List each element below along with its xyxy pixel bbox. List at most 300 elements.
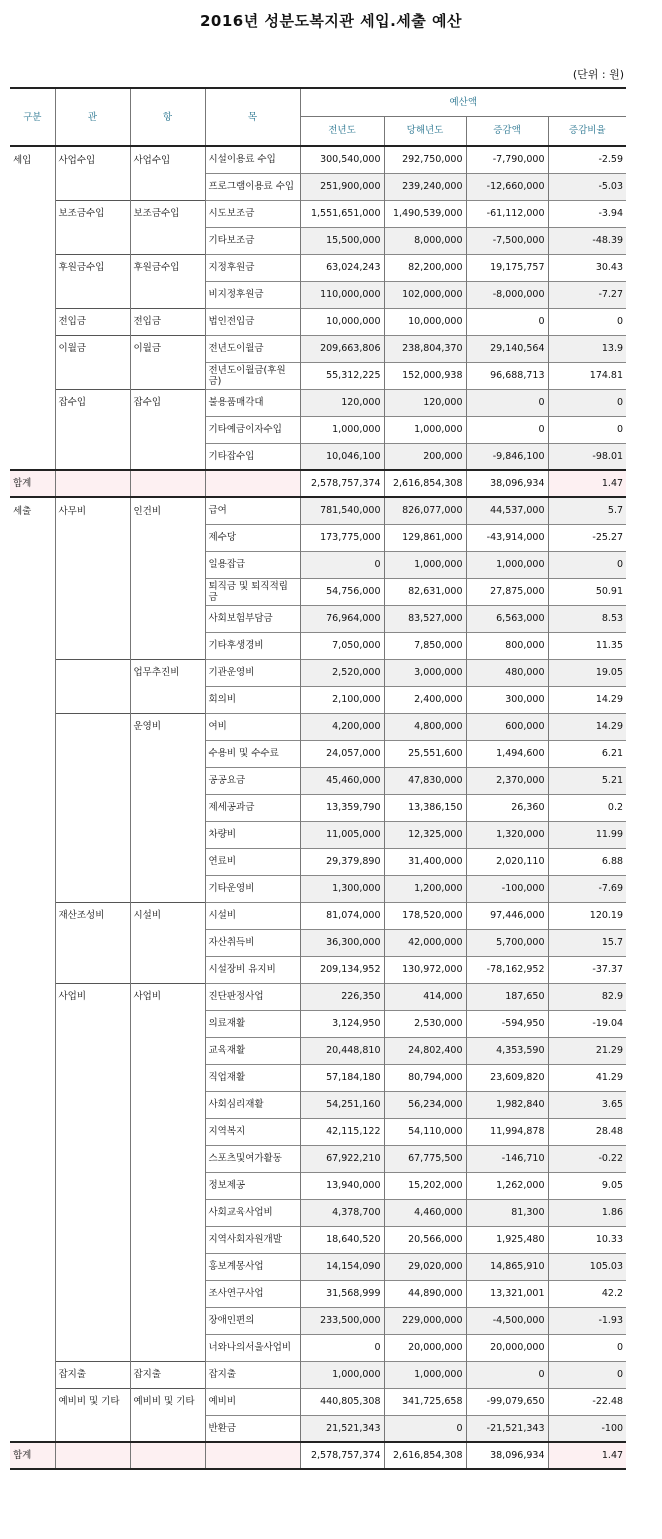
table-row: [10, 335, 626, 362]
cell-diff: 0: [466, 1361, 548, 1388]
cell-rate: 13.9: [548, 335, 626, 362]
cell-prev: 36,300,000: [300, 929, 384, 956]
cell-mok: 시설이용료 수입: [205, 146, 300, 173]
cell-gwan: [55, 1307, 130, 1334]
cell-curr: 4,800,000: [384, 713, 466, 740]
cell-curr: 200,000: [384, 443, 466, 470]
cell-rate: 42.2: [548, 1280, 626, 1307]
cell-prev: 76,964,000: [300, 605, 384, 632]
cell-prev: 11,005,000: [300, 821, 384, 848]
cell-prev: 2,100,000: [300, 686, 384, 713]
cell-gwan: [55, 227, 130, 254]
cell-diff: -12,660,000: [466, 173, 548, 200]
table-row: [10, 848, 626, 875]
header-yesan: 예산액: [300, 88, 626, 116]
cell-gubun: [10, 1226, 55, 1253]
header-gwan: 관: [55, 88, 130, 146]
cell-rate: 1.47: [548, 1442, 626, 1469]
cell-curr: 1,200,000: [384, 875, 466, 902]
cell-gwan: [55, 713, 130, 740]
cell-prev: 2,578,757,374: [300, 1442, 384, 1469]
cell-hang: [130, 929, 205, 956]
cell-mok: 기타운영비: [205, 875, 300, 902]
cell-rate: -98.01: [548, 443, 626, 470]
cell-gwan: 전입금: [55, 308, 130, 335]
cell-gwan: [55, 1118, 130, 1145]
cell-curr: 25,551,600: [384, 740, 466, 767]
cell-rate: 15.7: [548, 929, 626, 956]
cell-prev: 300,540,000: [300, 146, 384, 173]
cell-mok: 제세공과금: [205, 794, 300, 821]
table-row: [10, 1388, 626, 1415]
table-row: [10, 389, 626, 416]
cell-rate: 0: [548, 416, 626, 443]
cell-curr: 0: [384, 1415, 466, 1442]
cell-curr: 83,527,000: [384, 605, 466, 632]
cell-mok: 직업재활: [205, 1064, 300, 1091]
cell-mok: 너와나의서울사업비: [205, 1334, 300, 1361]
table-row: [10, 713, 626, 740]
cell-diff: 29,140,564: [466, 335, 548, 362]
cell-prev: 55,312,225: [300, 362, 384, 389]
table-row: [10, 281, 626, 308]
cell-curr: 1,000,000: [384, 1361, 466, 1388]
cell-rate: 21.29: [548, 1037, 626, 1064]
cell-gubun: [10, 983, 55, 1010]
cell-gubun: [10, 1415, 55, 1442]
cell-gwan: 보조금수입: [55, 200, 130, 227]
cell-diff: 1,000,000: [466, 551, 548, 578]
cell-gubun: [10, 281, 55, 308]
cell-diff: 5,700,000: [466, 929, 548, 956]
cell-gubun: [10, 362, 55, 389]
table-row: [10, 497, 626, 524]
cell-curr: 8,000,000: [384, 227, 466, 254]
cell-mok: 교육재활: [205, 1037, 300, 1064]
cell-diff: -100,000: [466, 875, 548, 902]
cell-gwan: [55, 767, 130, 794]
cell-gubun: [10, 1253, 55, 1280]
cell-mok: 스포츠및여가활동: [205, 1145, 300, 1172]
cell-curr: 54,110,000: [384, 1118, 466, 1145]
header-gubun: 구분: [10, 88, 55, 146]
cell-hang: 운영비: [130, 713, 205, 740]
cell-diff: 1,982,840: [466, 1091, 548, 1118]
cell-diff: 0: [466, 389, 548, 416]
cell-prev: 15,500,000: [300, 227, 384, 254]
cell-diff: -4,500,000: [466, 1307, 548, 1334]
cell-gubun: [10, 875, 55, 902]
cell-hang: [130, 551, 205, 578]
cell-rate: 19.05: [548, 659, 626, 686]
cell-diff: -78,162,952: [466, 956, 548, 983]
table-row: [10, 821, 626, 848]
cell-diff: 0: [466, 308, 548, 335]
cell-diff: 1,320,000: [466, 821, 548, 848]
cell-rate: 1.86: [548, 1199, 626, 1226]
cell-prev: 1,300,000: [300, 875, 384, 902]
cell-rate: 82.9: [548, 983, 626, 1010]
cell-prev: 18,640,520: [300, 1226, 384, 1253]
table-row: [10, 1118, 626, 1145]
cell-gubun: [10, 578, 55, 605]
cell-curr: 56,234,000: [384, 1091, 466, 1118]
cell-hang: [130, 794, 205, 821]
cell-hang: 보조금수입: [130, 200, 205, 227]
cell-diff: 38,096,934: [466, 470, 548, 497]
cell-rate: 50.91: [548, 578, 626, 605]
table-row: [10, 227, 626, 254]
cell-gwan: [55, 1199, 130, 1226]
cell-diff: 480,000: [466, 659, 548, 686]
cell-mok: 회의비: [205, 686, 300, 713]
cell-rate: 14.29: [548, 686, 626, 713]
cell-diff: 4,353,590: [466, 1037, 548, 1064]
cell-gwan: [55, 524, 130, 551]
cell-prev: 4,378,700: [300, 1199, 384, 1226]
cell-rate: -7.69: [548, 875, 626, 902]
cell-hang: 시설비: [130, 902, 205, 929]
budget-table: [10, 87, 626, 1470]
cell-prev: 14,154,090: [300, 1253, 384, 1280]
cell-prev: 1,000,000: [300, 1361, 384, 1388]
cell-gwan: [55, 443, 130, 470]
cell-gubun: [10, 308, 55, 335]
unit-label: (단위 : 원): [572, 68, 624, 81]
cell-diff: 26,360: [466, 794, 548, 821]
cell-gwan: 잡수입: [55, 389, 130, 416]
cell-gwan: [55, 470, 130, 497]
cell-hang: [130, 578, 205, 605]
cell-gubun: [10, 1037, 55, 1064]
cell-curr: 12,325,000: [384, 821, 466, 848]
cell-mok: 기타후생경비: [205, 632, 300, 659]
cell-gwan: [55, 1280, 130, 1307]
cell-rate: 0: [548, 551, 626, 578]
cell-prev: 13,359,790: [300, 794, 384, 821]
cell-diff: 81,300: [466, 1199, 548, 1226]
cell-prev: 2,520,000: [300, 659, 384, 686]
cell-diff: -21,521,343: [466, 1415, 548, 1442]
cell-rate: -3.94: [548, 200, 626, 227]
cell-curr: 20,566,000: [384, 1226, 466, 1253]
cell-prev: 10,000,000: [300, 308, 384, 335]
cell-curr: 44,890,000: [384, 1280, 466, 1307]
cell-prev: 54,756,000: [300, 578, 384, 605]
cell-gwan: [55, 1226, 130, 1253]
cell-diff: -7,500,000: [466, 227, 548, 254]
cell-gwan: [55, 173, 130, 200]
table-row: [10, 1442, 626, 1469]
cell-gubun: [10, 200, 55, 227]
cell-gwan: 사업비: [55, 983, 130, 1010]
cell-prev: 0: [300, 551, 384, 578]
cell-gubun: [10, 1280, 55, 1307]
cell-curr: 1,000,000: [384, 416, 466, 443]
cell-hang: 잡수입: [130, 389, 205, 416]
cell-diff: 0: [466, 416, 548, 443]
cell-gwan: [55, 686, 130, 713]
cell-rate: 30.43: [548, 254, 626, 281]
table-row: [10, 767, 626, 794]
cell-hang: 잡지출: [130, 1361, 205, 1388]
cell-rate: -7.27: [548, 281, 626, 308]
cell-prev: 45,460,000: [300, 767, 384, 794]
cell-hang: [130, 1226, 205, 1253]
cell-hang: [130, 821, 205, 848]
cell-hang: [130, 1091, 205, 1118]
table-row: [10, 1145, 626, 1172]
cell-curr: 24,802,400: [384, 1037, 466, 1064]
cell-gwan: [55, 632, 130, 659]
cell-mok: 사회심리재활: [205, 1091, 300, 1118]
cell-hang: [130, 1334, 205, 1361]
cell-rate: 8.53: [548, 605, 626, 632]
cell-gwan: [55, 416, 130, 443]
cell-mok: 지역복지: [205, 1118, 300, 1145]
cell-hang: [130, 1415, 205, 1442]
cell-diff: -9,846,100: [466, 443, 548, 470]
table-row: [10, 416, 626, 443]
cell-prev: 233,500,000: [300, 1307, 384, 1334]
cell-gwan: 재산조성비: [55, 902, 130, 929]
cell-diff: 13,321,001: [466, 1280, 548, 1307]
cell-gwan: [55, 821, 130, 848]
cell-rate: 0: [548, 308, 626, 335]
cell-gubun: [10, 686, 55, 713]
cell-curr: 238,804,370: [384, 335, 466, 362]
cell-diff: 23,609,820: [466, 1064, 548, 1091]
cell-gwan: [55, 659, 130, 686]
cell-diff: 20,000,000: [466, 1334, 548, 1361]
cell-mok: 기타예금이자수입: [205, 416, 300, 443]
cell-hang: 업무추진비: [130, 659, 205, 686]
cell-mok: 비지정후원금: [205, 281, 300, 308]
cell-gubun: [10, 416, 55, 443]
cell-mok: 전년도이월금(후원금): [205, 362, 300, 389]
table-row: [10, 1010, 626, 1037]
cell-curr: 31,400,000: [384, 848, 466, 875]
cell-prev: 24,057,000: [300, 740, 384, 767]
cell-rate: 105.03: [548, 1253, 626, 1280]
cell-rate: 174.81: [548, 362, 626, 389]
cell-gubun: [10, 1064, 55, 1091]
cell-hang: 이월금: [130, 335, 205, 362]
cell-hang: [130, 875, 205, 902]
cell-hang: [130, 1064, 205, 1091]
cell-curr: 129,861,000: [384, 524, 466, 551]
cell-gwan: [55, 551, 130, 578]
cell-rate: 11.35: [548, 632, 626, 659]
cell-diff: 27,875,000: [466, 578, 548, 605]
cell-gubun: 합계: [10, 470, 55, 497]
cell-prev: 781,540,000: [300, 497, 384, 524]
cell-hang: [130, 524, 205, 551]
cell-gwan: [55, 848, 130, 875]
cell-hang: [130, 416, 205, 443]
cell-gubun: [10, 1199, 55, 1226]
cell-mok: 기타보조금: [205, 227, 300, 254]
cell-hang: 사업수입: [130, 146, 205, 173]
cell-rate: 0: [548, 1334, 626, 1361]
cell-rate: 0: [548, 1361, 626, 1388]
cell-rate: -37.37: [548, 956, 626, 983]
cell-gubun: [10, 443, 55, 470]
cell-mok: 제수당: [205, 524, 300, 551]
cell-mok: [205, 470, 300, 497]
cell-prev: 20,448,810: [300, 1037, 384, 1064]
table-row: [10, 524, 626, 551]
cell-rate: -22.48: [548, 1388, 626, 1415]
cell-gwan: [55, 1037, 130, 1064]
cell-rate: 9.05: [548, 1172, 626, 1199]
cell-hang: 후원금수입: [130, 254, 205, 281]
cell-prev: 209,134,952: [300, 956, 384, 983]
cell-gubun: [10, 335, 55, 362]
cell-diff: 96,688,713: [466, 362, 548, 389]
cell-curr: 47,830,000: [384, 767, 466, 794]
cell-gwan: [55, 281, 130, 308]
cell-mok: 시도보조금: [205, 200, 300, 227]
cell-gwan: 이월금: [55, 335, 130, 362]
cell-prev: 81,074,000: [300, 902, 384, 929]
cell-mok: 조사연구사업: [205, 1280, 300, 1307]
cell-rate: -48.39: [548, 227, 626, 254]
cell-rate: 0.2: [548, 794, 626, 821]
cell-hang: 인건비: [130, 497, 205, 524]
cell-curr: 67,775,500: [384, 1145, 466, 1172]
cell-hang: [130, 1010, 205, 1037]
cell-hang: [130, 470, 205, 497]
table-row: [10, 1415, 626, 1442]
cell-hang: [130, 173, 205, 200]
cell-prev: 21,521,343: [300, 1415, 384, 1442]
cell-hang: [130, 686, 205, 713]
cell-hang: [130, 1118, 205, 1145]
cell-mok: 수용비 및 수수료: [205, 740, 300, 767]
cell-diff: -8,000,000: [466, 281, 548, 308]
cell-mok: 홍보계몽사업: [205, 1253, 300, 1280]
cell-gwan: 예비비 및 기타: [55, 1388, 130, 1415]
cell-rate: 6.21: [548, 740, 626, 767]
cell-diff: 187,650: [466, 983, 548, 1010]
cell-curr: 7,850,000: [384, 632, 466, 659]
cell-mok: 일용잡급: [205, 551, 300, 578]
table-row: [10, 1037, 626, 1064]
cell-diff: -99,079,650: [466, 1388, 548, 1415]
table-row: [10, 1226, 626, 1253]
cell-curr: 1,490,539,000: [384, 200, 466, 227]
cell-hang: [130, 1199, 205, 1226]
cell-diff: 1,262,000: [466, 1172, 548, 1199]
cell-gwan: [55, 1334, 130, 1361]
cell-mok: 자산취득비: [205, 929, 300, 956]
cell-diff: -146,710: [466, 1145, 548, 1172]
cell-curr: 2,400,000: [384, 686, 466, 713]
cell-hang: [130, 227, 205, 254]
table-row: [10, 1280, 626, 1307]
cell-diff: -43,914,000: [466, 524, 548, 551]
cell-rate: 0: [548, 389, 626, 416]
cell-curr: 13,386,150: [384, 794, 466, 821]
cell-mok: 연료비: [205, 848, 300, 875]
cell-gubun: [10, 1145, 55, 1172]
cell-mok: 반환금: [205, 1415, 300, 1442]
cell-gwan: [55, 1172, 130, 1199]
cell-gubun: [10, 794, 55, 821]
cell-rate: -0.22: [548, 1145, 626, 1172]
cell-gwan: 후원금수입: [55, 254, 130, 281]
cell-diff: 1,925,480: [466, 1226, 548, 1253]
cell-mok: 예비비: [205, 1388, 300, 1415]
table-row: [10, 605, 626, 632]
cell-gubun: [10, 1172, 55, 1199]
cell-curr: 414,000: [384, 983, 466, 1010]
cell-rate: 10.33: [548, 1226, 626, 1253]
cell-mok: 지정후원금: [205, 254, 300, 281]
cell-curr: 229,000,000: [384, 1307, 466, 1334]
table-row: [10, 578, 626, 605]
cell-rate: -1.93: [548, 1307, 626, 1334]
cell-diff: 44,537,000: [466, 497, 548, 524]
cell-mok: 의료재활: [205, 1010, 300, 1037]
cell-gwan: [55, 1145, 130, 1172]
cell-gubun: 합계: [10, 1442, 55, 1469]
cell-diff: 800,000: [466, 632, 548, 659]
cell-gwan: [55, 875, 130, 902]
cell-prev: 4,200,000: [300, 713, 384, 740]
cell-hang: [130, 956, 205, 983]
cell-mok: 사회교육사업비: [205, 1199, 300, 1226]
cell-rate: 11.99: [548, 821, 626, 848]
cell-curr: 292,750,000: [384, 146, 466, 173]
cell-curr: 10,000,000: [384, 308, 466, 335]
cell-curr: 82,631,000: [384, 578, 466, 605]
cell-hang: 예비비 및 기타: [130, 1388, 205, 1415]
cell-hang: [130, 1253, 205, 1280]
cell-hang: [130, 1307, 205, 1334]
cell-gubun: [10, 902, 55, 929]
cell-prev: 0: [300, 1334, 384, 1361]
cell-gubun: [10, 1388, 55, 1415]
cell-hang: [130, 740, 205, 767]
cell-prev: 29,379,890: [300, 848, 384, 875]
cell-mok: 사회보험부담금: [205, 605, 300, 632]
cell-diff: -61,112,000: [466, 200, 548, 227]
cell-gubun: 세출: [10, 497, 55, 524]
cell-mok: 장애인편의: [205, 1307, 300, 1334]
cell-prev: 173,775,000: [300, 524, 384, 551]
cell-hang: [130, 1442, 205, 1469]
cell-prev: 440,805,308: [300, 1388, 384, 1415]
cell-gwan: [55, 1010, 130, 1037]
cell-gwan: 사업수입: [55, 146, 130, 173]
cell-diff: 1,494,600: [466, 740, 548, 767]
cell-curr: 15,202,000: [384, 1172, 466, 1199]
cell-mok: 차량비: [205, 821, 300, 848]
cell-hang: [130, 767, 205, 794]
cell-gwan: [55, 605, 130, 632]
header-prev: 전년도: [300, 116, 384, 146]
header-hang: 항: [130, 88, 205, 146]
table-row: [10, 200, 626, 227]
cell-prev: 13,940,000: [300, 1172, 384, 1199]
cell-gubun: [10, 1010, 55, 1037]
header-rate: 증감비율: [548, 116, 626, 146]
cell-prev: 226,350: [300, 983, 384, 1010]
cell-curr: 341,725,658: [384, 1388, 466, 1415]
cell-hang: [130, 443, 205, 470]
